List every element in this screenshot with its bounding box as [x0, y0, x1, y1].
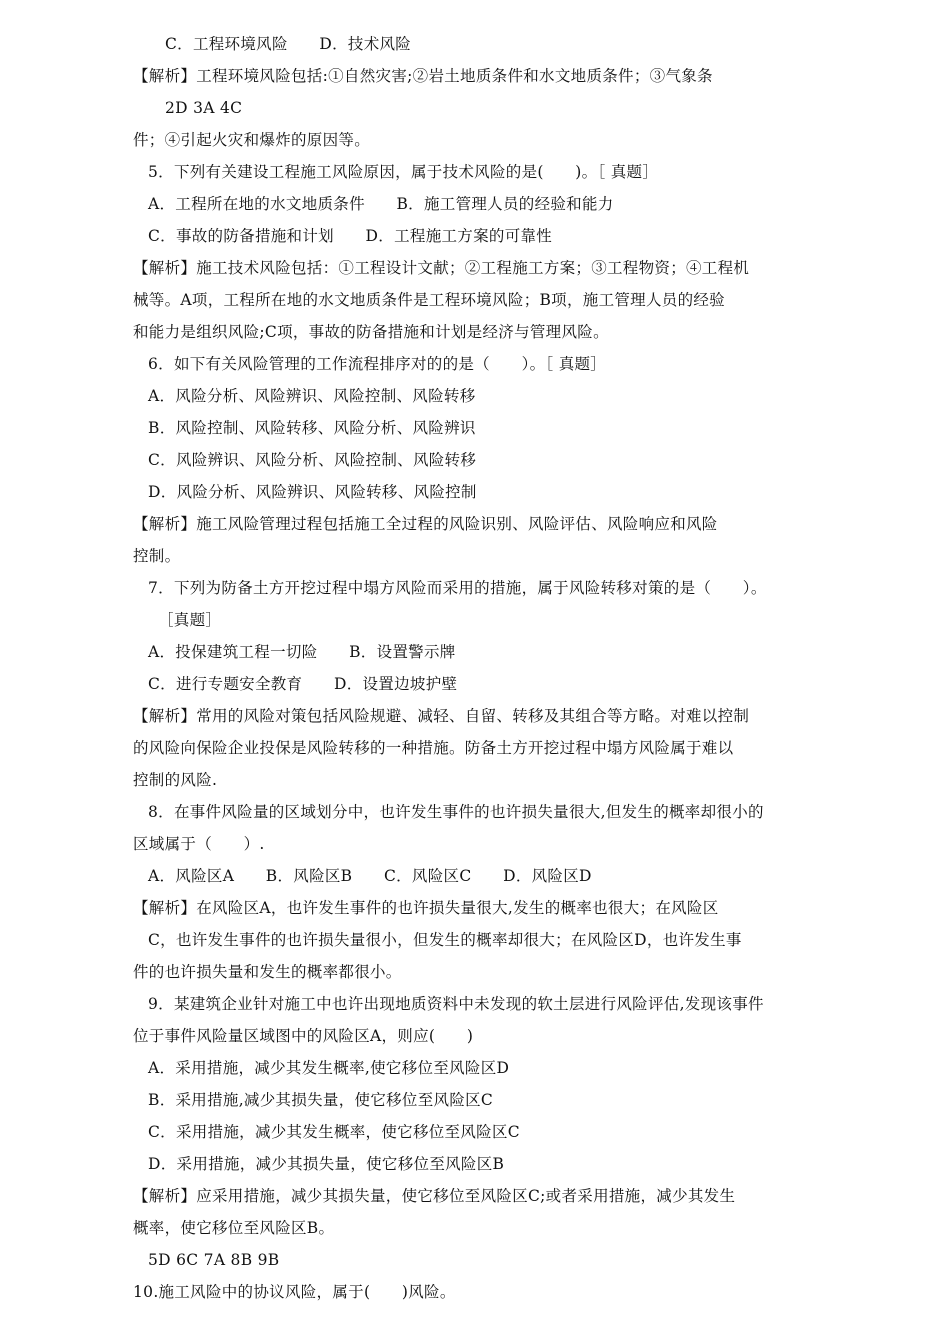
answer-key-line: 2D 3A 4C: [165, 99, 243, 117]
option-line: C．风险辨识、风险分析、风险控制、风险转移: [148, 451, 477, 469]
option-line: C．事故的防备措施和计划 D．工程施工方案的可靠性: [148, 227, 553, 245]
option-line: C．采用措施，减少其发生概率，使它移位至风险区C: [148, 1123, 520, 1141]
analysis-line: 【解析】工程环境风险包括:①自然灾害;②岩土地质条件和水文地质条件；③气象条: [133, 67, 713, 85]
analysis-line: 控制的风险.: [133, 771, 218, 789]
analysis-line: 和能力是组织风险;C项，事故的防备措施和计划是经济与管理风险。: [133, 323, 609, 341]
analysis-line: 【解析】在风险区A，也许发生事件的也许损失量很大,发生的概率也很大；在风险区: [133, 899, 719, 917]
analysis-line: 【解析】施工风险管理过程包括施工全过程的风险识别、风险评估、风险响应和风险: [133, 515, 718, 533]
option-line: A．风险区A B．风险区B C．风险区C D．风险区D: [148, 867, 592, 885]
question-9-cont: 位于事件风险量区域图中的风险区A，则应( ): [133, 1027, 474, 1045]
option-line: A．风险分析、风险辨识、风险控制、风险转移: [148, 387, 476, 405]
option-line: A．采用措施，减少其发生概率,使它移位至风险区D: [148, 1059, 510, 1077]
option-line: A．工程所在地的水文地质条件 B．施工管理人员的经验和能力: [148, 195, 614, 213]
question-7-tag: ［真题］: [158, 611, 222, 629]
question-9: 9．某建筑企业针对施工中也许出现地质资料中未发现的软土层进行风险评估,发现该事件: [148, 995, 764, 1013]
option-line: D．风险分析、风险辨识、风险转移、风险控制: [148, 483, 477, 501]
answer-key-line: 5D 6C 7A 8B 9B: [148, 1251, 280, 1269]
question-8: 8．在事件风险量的区域划分中，也许发生事件的也许损失量很大,但发生的概率却很小的: [148, 803, 764, 821]
option-line: B．采用措施,减少其损失量，使它移位至风险区C: [148, 1091, 494, 1109]
analysis-line: 概率，使它移位至风险区B。: [133, 1219, 335, 1237]
analysis-line: 件的也许损失量和发生的概率都很小。: [133, 963, 402, 981]
analysis-line: 【解析】应采用措施，减少其损失量，使它移位至风险区C;或者采用措施，减少其发生: [133, 1187, 736, 1205]
question-10: 10.施工风险中的协议风险，属于( )风险。: [133, 1283, 456, 1301]
analysis-line: 械等。A项，工程所在地的水文地质条件是工程环境风险；B项，施工管理人员的经验: [133, 291, 725, 309]
option-line: B．风险控制、风险转移、风险分析、风险辨识: [148, 419, 476, 437]
analysis-line: 控制。: [133, 547, 181, 565]
analysis-line: 的风险向保险企业投保是风险转移的一种措施。防备土方开挖过程中塌方风险属于难以: [133, 739, 734, 757]
question-5: 5．下列有关建设工程施工风险原因，属于技术风险的是( )。［ 真题］: [148, 163, 659, 181]
question-8-cont: 区域属于（ ）.: [133, 835, 265, 853]
option-line: D．采用措施，减少其损失量，使它移位至风险区B: [148, 1155, 505, 1173]
option-line: A．投保建筑工程一切险 B．设置警示牌: [148, 643, 456, 661]
option-line: C．进行专题安全教育 D．设置边坡护壁: [148, 675, 458, 693]
question-7: 7．下列为防备土方开挖过程中塌方风险而采用的措施，属于风险转移对策的是（ ）。: [148, 579, 767, 597]
question-6: 6．如下有关风险管理的工作流程排序对的的是（ ）。［ 真题］: [148, 355, 607, 373]
option-line: C．工程环境风险 D．技术风险: [165, 35, 412, 53]
analysis-line: C，也许发生事件的也许损失量很小，但发生的概率却很大；在风险区D，也许发生事: [148, 931, 742, 949]
analysis-line: 件；④引起火灾和爆炸的原因等。: [133, 131, 371, 149]
analysis-line: 【解析】施工技术风险包括：①工程设计文献；②工程施工方案；③工程物资；④工程机: [133, 259, 750, 277]
analysis-line: 【解析】常用的风险对策包括风险规避、减轻、自留、转移及其组合等方略。对难以控制: [133, 707, 750, 725]
